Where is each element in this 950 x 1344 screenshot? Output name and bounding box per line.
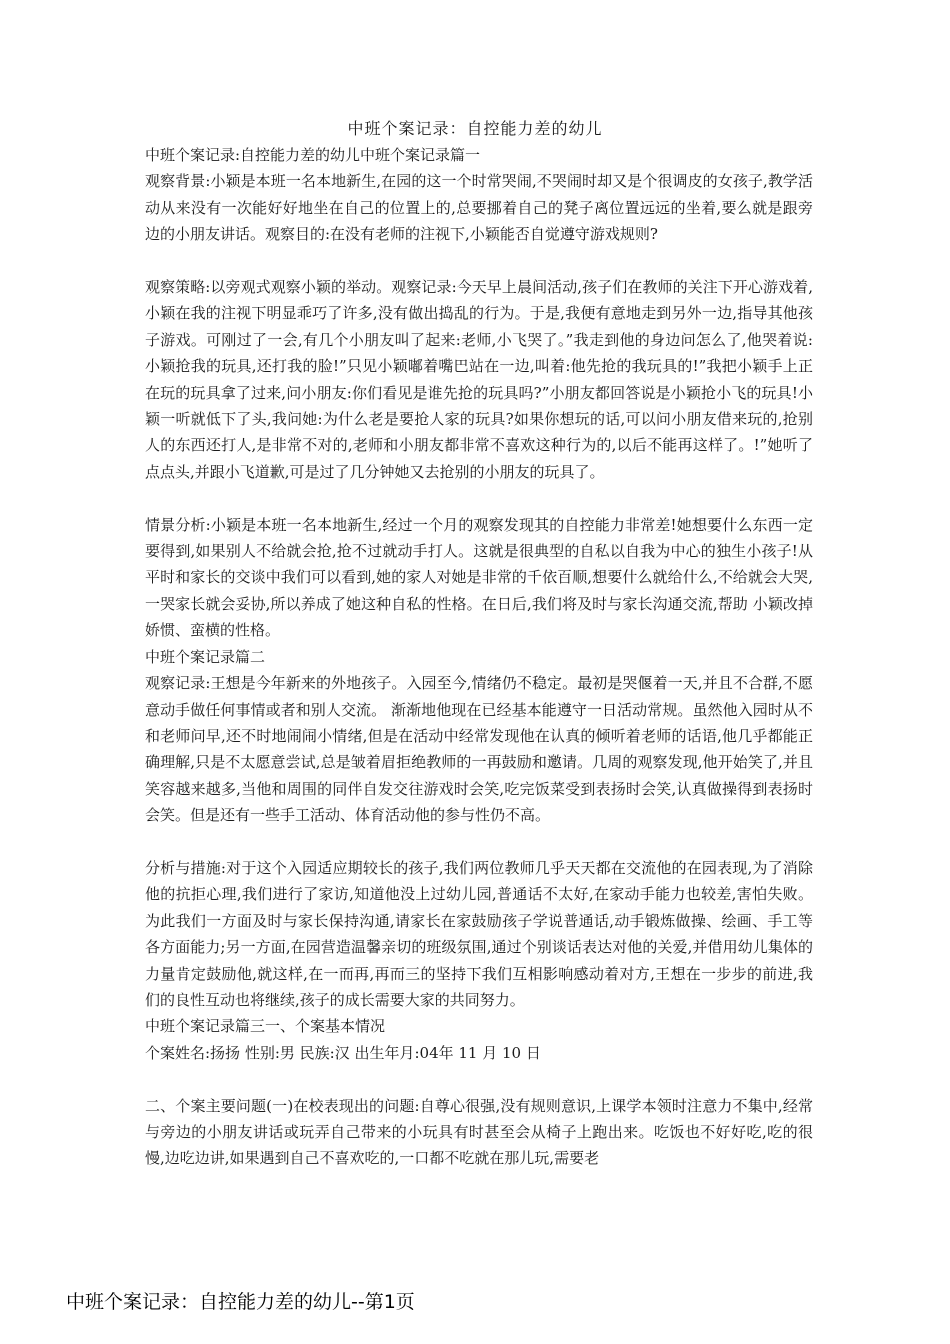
paragraph-situation-analysis: 情景分析:小颖是本班一名本地新生,经过一个月的观察发现其的自控能力非常差!她想要什么东西一定要得到,如果别人不给就会抢,抢不过就动手打人。这就是很典型的自私以自我为中心的独生小孩子!从平时和家长的交谈中我们可以看到,她的家人对她是非常的千依百顺,想要什么就给什么,不给就会大哭,一哭家长就会妥协,所以养成了她这种自私的性格。在日后,我们将及时与家长沟通交流,帮助 小颖改掉娇惯、蛮横的性格。 (145, 515, 813, 640)
paragraph-basic-info: 个案姓名:扬扬 性别:男 民族:汉 出生年月:04年 11 月 10 日 (145, 1043, 541, 1062)
section-heading-2: 中班个案记录篇二 (145, 647, 266, 666)
document-title: 中班个案记录：自控能力差的幼儿 (347, 119, 603, 138)
paragraph-analysis-measures: 分析与措施:对于这个入园适应期较长的孩子,我们两位教师几乎天天都在交流他的在园表现,为了消除他的抗拒心理,我们进行了家访,知道他没上过幼儿园,普通话不太好,在家动手能力也较差,害怕失败。为此我们一方面及时与家长保持沟通,请家长在家鼓励孩子学说普通话,动手锻炼做操、绘画、手工等各方面能力;另一方面,在园营造温馨亲切的班级氛围,通过个别谈话表达对他的关爱,并借用幼儿集体的力量肯定鼓励他,就这样,在一而再,再而三的坚持下我们互相影响感动着对方,王想在一步步的前进,我们的良性互动也将继续,孩子的成长需要大家的共同努力。 (145, 858, 813, 1009)
paragraph-spacer (145, 1066, 813, 1092)
section-heading-1: 中班个案记录:自控能力差的幼儿中班个案记录篇一 (145, 146, 481, 164)
paragraph-observation-record: 观察记录:王想是今年新来的外地孩子。入园至今,情绪仍不稳定。最初是哭偃着一天,并且不合群,不愿意动手做任何事情或者和别人交流。 渐渐地他现在已经基本能遵守一日活动常规。虽然他入园时从不和老师问早,还不时地闹闹小情绪,但是在活动中经常发现他在认真的倾听着老师的话语,他几乎都能正确理解,只是不太愿意尝试,总是皱着眉拒绝教师的一再鼓励和邀请。几周的观察发现,他开始笑了,并且笑容越来越多,当他和周围的同伴自发交往游戏时会笑,吃完饭菜受到表扬时会笑,认真做操得到表扬时会笑。但是还有一些手工活动、体育活动他的参与性仍不高。 (145, 674, 813, 825)
document-body (145, 142, 813, 1172)
section-heading-3: 中班个案记录篇三一、个案基本情况 (145, 1017, 386, 1036)
paragraph-spacer (145, 248, 813, 274)
paragraph-observation-strategy: 观察策略:以旁观式观察小颖的举动。观察记录:今天早上晨间活动,孩子们在教师的关注下开心游戏着,小颖在我的注视下明显乖巧了许多,没有做出捣乱的行为。于是,我便有意地走到另外一边,指导其他孩子游戏。可刚过了一会,有几个小朋友叫了起来:老师,小飞哭了。”我走到他的身边问怎么了,他哭着说:小颖抢我的玩具,还打我的脸!”只见小颖嘟着嘴巴站在一边,叫着:他先抢的我玩具的!”我把小颖手上正在玩的玩具拿了过来,问小朋友:你们看见是谁先抢的玩具吗?”小朋友都回答说是小颖抢小飞的玩具!小颖一听就低下了头,我问她:为什么老是要抢人家的玩具?如果你想玩的话,可以问小朋友借来玩的,抢别人的东西还打人,是非常不对的,老师和小朋友都非常不喜欢这种行为的,以后不能再这样了。!”她听了点点头,并跟小飞道歉,可是过了几分钟她又去抢别的小朋友的玩具了。 (145, 278, 813, 481)
paragraph-main-problems: 二、个案主要问题(一)在校表现出的问题:自尊心很强,没有规则意识,上课学本领时注意力不集中,经常与旁边的小朋友讲话或玩弄自己带来的小玩具有时甚至会从椅子上跑出来。吃饭也不好好吃,吃的很慢,边吃边讲,如果遇到自己不喜欢吃的,一口都不吃就在那儿玩,需要老 (145, 1096, 813, 1168)
paragraph-observation-background: 观察背景:小颖是本班一名本地新生,在园的这一个时常哭闹,不哭闹时却又是个很调皮的女孩子,教学活动从来没有一次能好好地坐在自己的位置上的,总要挪着自己的凳子离位置远远的坐着,要么就是跟旁边的小朋友讲话。观察目的:在没有老师的注视下,小颖能否自觉遵守游戏规则? (145, 172, 813, 244)
paragraph-spacer (145, 485, 813, 511)
paragraph-spacer (145, 829, 813, 855)
page-footer: 中班个案记录：自控能力差的幼儿--第1页 (66, 1291, 415, 1313)
